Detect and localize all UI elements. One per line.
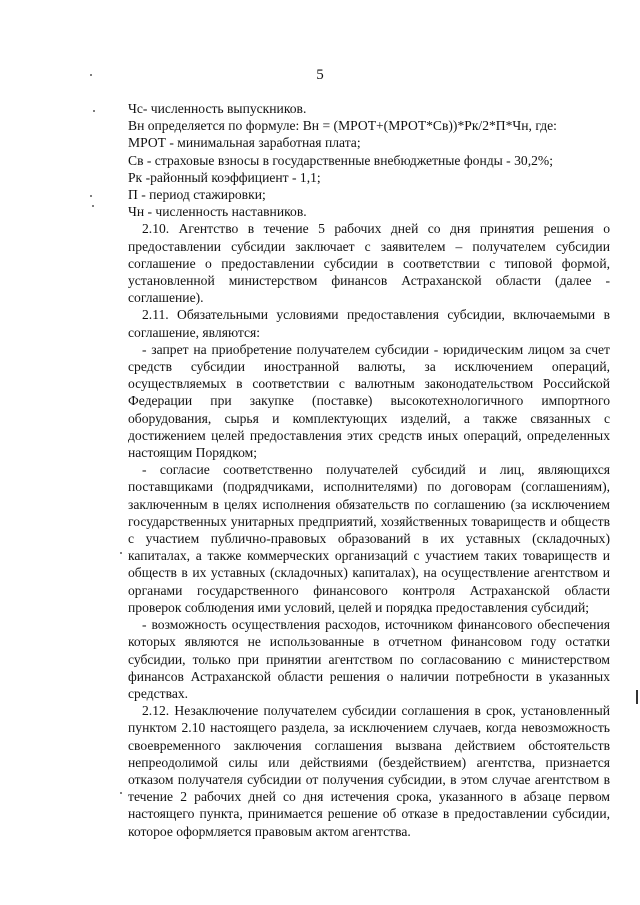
formula-line: Чн - численность наставников. (128, 204, 307, 220)
formula-line: П - период стажировки; (128, 187, 266, 203)
scan-speck (90, 195, 92, 197)
list-item-consent: - согласие соответственно получателей субсидий и лиц, являющихся поставщиками (подрядчиками, исполнителями) по договорам (соглашениям), заключенным в целях исполнения обязательств по соглашению (за исключением государственных унитарных предприятий, хозяйственных товариществ и обществ с участием публично-правовых образований в их уставных (складочных) капиталах, а также коммерческих организаций с участием таких товариществ и обществ в их уставных (складочных) капиталах), на осуществление агентством и органами государственного финансового контроля Астраханской области проверок соблюдения ими условий, целей и порядка предоставления субсидий; (128, 462, 610, 615)
scan-speck (93, 110, 95, 112)
formula-line: МРОТ - минимальная заработная плата; (128, 135, 361, 151)
scan-edge-mark (636, 690, 638, 704)
formula-line: Чс- численность выпускников. (128, 101, 307, 116)
document-body (128, 100, 610, 840)
formula-line: Св - страховые взносы в государственные внебюджетные фонды - 30,2%; (128, 152, 553, 168)
list-item-currency-ban: - запрет на приобретение получателем субсидии - юридическим лицом за счет средств субсидии иностранной валюты, за исключением операций, осуществляемых в соответствии с валютным законодательством Российской Федерации при закупке (поставке) высокотехнологичного импортного оборудования, сырья и комплектующих изделий, а также связанных с достижением целей предоставления этих средств иных операций, определенных настоящим Порядком; (128, 341, 610, 461)
scan-speck (120, 552, 122, 554)
list-item-expenses: - возможность осуществления расходов, источником финансового обеспечения которых являются не использованные в отчетном финансовом году остатки субсидии, только при принятии агентством по согласованию с министерством финансов Астраханской области решения о наличии потребности в указанных средствах. (128, 617, 610, 701)
paragraph-2-11: 2.11. Обязательными условиями предоставления субсидии, включаемыми в соглашение, являются: (128, 307, 610, 340)
scan-speck (92, 205, 94, 207)
paragraph-2-10: 2.10. Агентство в течение 5 рабочих дней со дня принятия решения о предоставлении субсидии заключает с заявителем – получателем субсидии соглашение о предоставлении субсидии в соответствии с типовой формой, установленной министерством финансов Астраханской области (далее - соглашение). (128, 221, 610, 306)
formula-line: Рк -районный коэффициент - 1,1; (128, 169, 321, 185)
page-number: 5 (316, 67, 324, 83)
formula-line: Вн определяется по формуле: Вн = (МРОТ+(МРОТ*Св))*Рк/2*П*Чн, где: (128, 118, 557, 134)
paragraph-2-12: 2.12. Незаключение получателем субсидии соглашения в срок, установленный пунктом 2.10 настоящего раздела, за исключением случаев, когда невозможность своевременного заключения соглашения вызвана действием обстоятельств непреодолимой силы или действиями (бездействием) агентства, признается отказом получателя субсидии от получения субсидии, в этом случае агентством в течение 2 рабочих дней со дня истечения срока, указанного в абзаце первом настоящего пункта, принимается решение об отказе в предоставлении субсидии, которое оформляется правовым актом агентства. (128, 703, 610, 839)
scan-speck (120, 792, 122, 794)
